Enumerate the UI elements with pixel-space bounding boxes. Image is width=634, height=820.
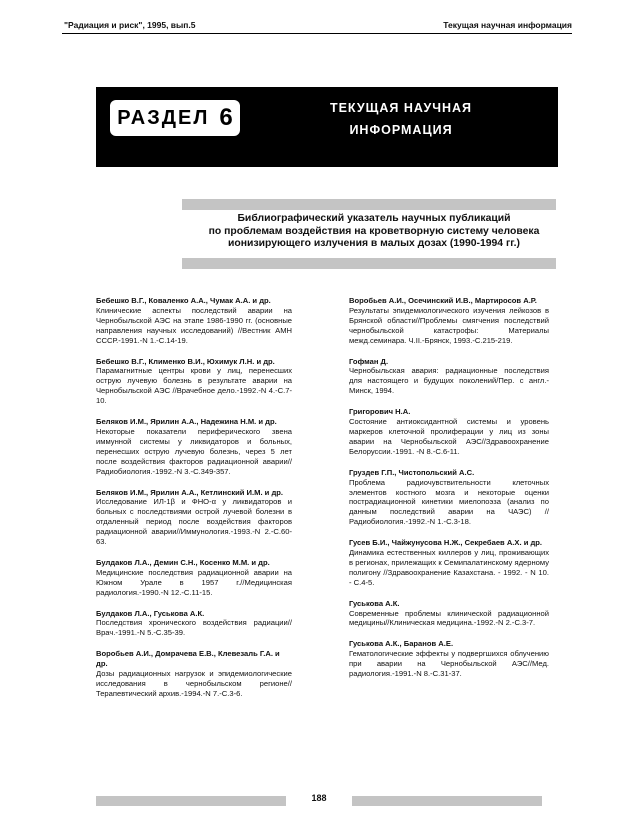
entry-text: Чернобыльская авария: радиационные последствия для настоящего и будущих поколений/Пер. с англ.-Минск, 1994. [349,366,549,396]
entry-authors: Гуськова А.К. [349,598,400,608]
entry-authors: Беляков И.М., Ярилин А.А., Кетлинский И.М. и др. [96,487,284,497]
entry-authors: Гофман Д. [349,356,389,366]
banner-title-line2: ИНФОРМАЦИЯ [349,123,453,137]
section-label-box [110,100,240,136]
entry-authors: Григорович Н.А. [349,407,411,417]
entry-text: Некоторые показатели периферического звена иммунной системы у ликвидаторов и больных, перенесших острую лучевую болезнь, через 5 лет после воздействия факторов радиационной аварии//Радиобиология.-1992.-N 3.-С.349-357. [96,426,292,476]
entry-text: Динамика естественных киллеров у лиц, проживающих в регионах, прилежащих к Семипалатинскому ядерному полигону //Здравоохранение Казахстана. - 1992. - N 10. - С.4-5. [349,548,549,587]
entry-authors: Груздев Г.П., Чистопольский А.С. [349,467,475,477]
bib-entry [96,357,292,407]
entry-authors: Бебешко В.Г., Коваленко А.А., Чумак А.А. и др. [96,296,271,305]
title-top-bar [182,199,556,210]
entry-authors: Гусев Б.И., Чайжунусова Н.Ж., Секребаев А.Х. и др. [349,538,543,548]
entry-text: Проблема радиочувствительности клеточных элементов костного мозга и некоторые оценки пострадиационной кинетики миелопоэза (анализ по данным последствий аварии на ЧАЭС) //Радиобиология.-1992.-N 1.-С.3-18. [349,477,549,527]
bib-entry [349,599,549,629]
title-line2: по проблемам воздействия на кроветворную систему человека [208,225,540,237]
entry-text: Исследование ИЛ-1β и ФНО-α у ликвидаторов и больных с последствиями острой лучевой болезни в отдаленный период после воздействия факторов радиационной аварии//Иммунология.-1993.-N 2.-С.60-63. [96,497,292,547]
document-title [182,213,566,251]
title-line3: ионизирующего излучения в малых дозах (1990-1994 гг.) [228,238,520,249]
entry-authors: Гуськова А.К., Баранов А.Е. [349,639,454,649]
bib-entry [96,417,292,476]
running-header-left: "Радиация и риск", 1995, вып.5 [64,20,196,30]
entry-authors: Бебешко В.Г., Клименко В.И., Юхимук Л.Н. и др. [96,356,275,366]
entry-text: Дозы радиационных нагрузок и эпидемиологические исследования в чернобыльском регионе//Терапевтический архив.-1994.-N 7.-С.3-6. [96,669,292,698]
entry-text: Последствия хронического воздействия радиации//Врач.-1991.-N 5.-С.35-39. [96,618,292,638]
bib-entry [96,649,292,699]
title-line1: Библиографический указатель научных публикаций [237,213,511,224]
running-header-right: Текущая научная информация [443,20,572,30]
entry-text: Медицинские последствия радиационной аварии на Южном Урале в 1957 г.//Медицинская радиология.-1990.-N 12.-С.11-15. [96,567,292,597]
entry-text: Парамагнитные центры крови у лиц, перенесших острую лучевую болезнь в результате аварии на Чернобыльской АЭС //Врачебное дело.-1992.-N 4.-С.7-10. [96,366,292,406]
right-column [349,296,549,690]
section-word: РАЗДЕЛ [117,106,210,129]
footer-bar-right [352,796,542,806]
bib-entry [349,296,549,346]
bib-entry [349,468,549,527]
entry-authors: Воробьев А.И., Осечинский И.В., Мартиросов А.Р. [349,296,537,305]
entry-text: Клинические аспекты последствий аварии на Чернобыльской АЭС на этапе 1986-1990 гг. (основные направления научных исследований) //Вестник АМН СССР.-1991.-N 1.-С.14-19. [96,305,292,345]
bib-entry [349,357,549,397]
bib-entry [96,558,292,598]
page-number: 188 [311,793,327,803]
header-rule [62,33,572,34]
entry-text: Результаты эпидемиологического изучения лейкозов в Брянской области//Проблемы смягчения последствий чернобыльской катастрофы: Материалы межд.семинара. Ч.II.-Брянск, 1993.-С.215-219. [349,305,549,345]
banner-title-line1: ТЕКУЩАЯ НАУЧНАЯ [329,101,473,115]
section-number: 6 [219,104,233,131]
entry-authors: Булдаков Л.А., Гуськова А.К. [96,608,205,618]
bib-entry [96,609,292,639]
bib-entry [96,488,292,547]
entry-authors: Беляков И.М., Ярилин А.А., Надежина Н.М. и др. [96,417,277,427]
bib-entry [349,538,549,588]
entry-text: Современные проблемы клинической радиационной медицины//Клиническая медицина.-1992.-N 2.-С.3-7. [349,608,549,628]
left-column [96,296,292,710]
title-bottom-bar [182,258,556,269]
footer-bar-left [96,796,286,806]
bib-entry [349,407,549,457]
entry-authors: Воробьев А.И., Домрачева Е.В., Клевезаль Г.А. и др. [96,649,280,669]
bib-entry [349,639,549,679]
bib-entry [96,296,292,346]
entry-text: Гематологические эффекты у подвергшихся облучению при аварии на Чернобыльской АЭС//Мед. радиология.-1991.-N 8.-С.31-37. [349,649,549,679]
entry-authors: Булдаков Л.А., Демин С.Н., Косенко М.М. и др. [96,557,270,567]
entry-text: Состояние антиоксидантной системы и уровень маркеров клеточной пролиферации у лиц из зоны аварии на Чернобыльской АЭС//Здравоохранение Белоруссии.-1991. -N 8.-С.6-11. [349,417,549,456]
section-banner [96,87,558,167]
